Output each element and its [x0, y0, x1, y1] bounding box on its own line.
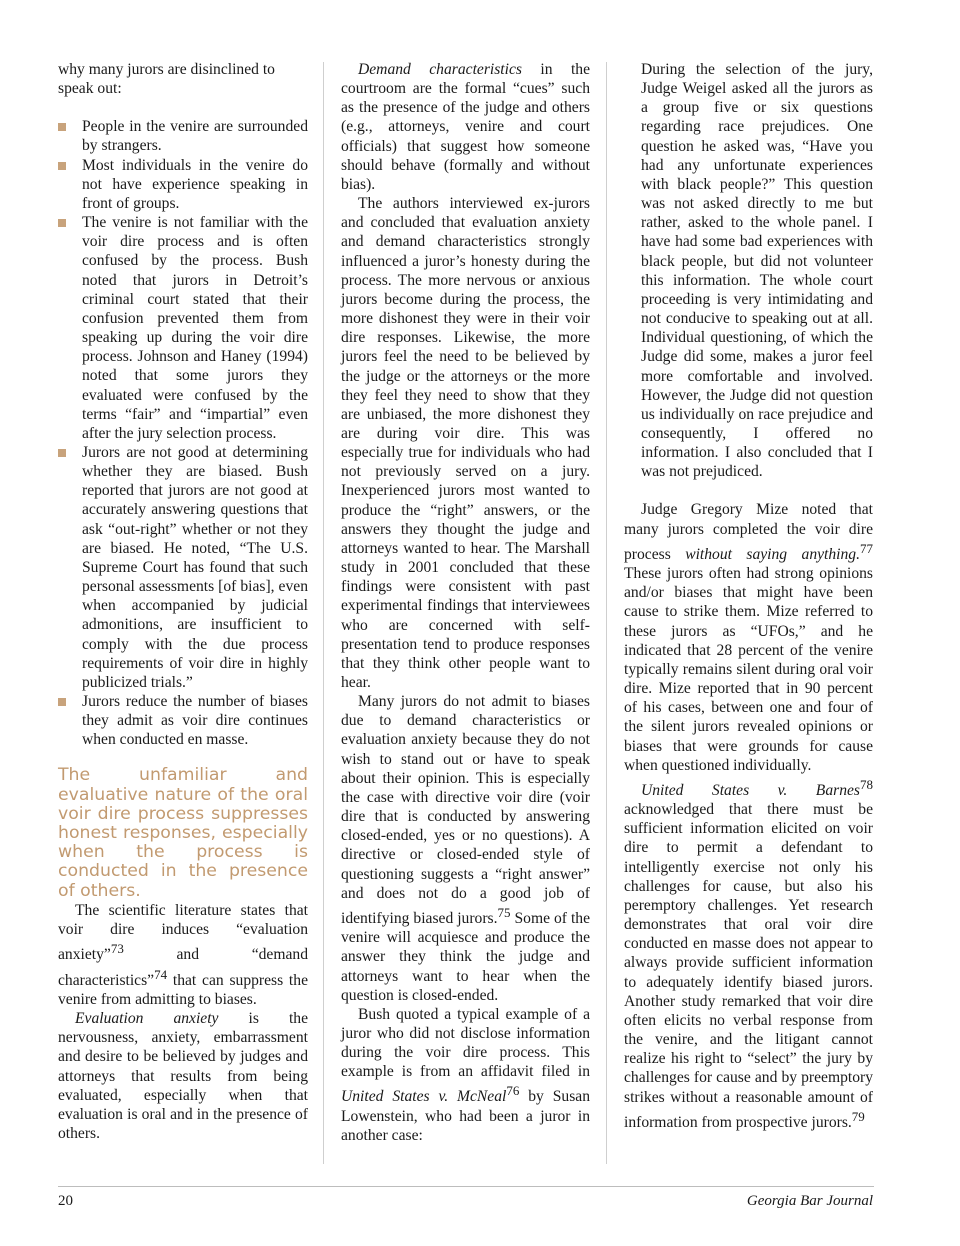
column-divider-2: [606, 62, 607, 1164]
column-2: [341, 60, 590, 1145]
footnote-ref: 73: [110, 941, 124, 957]
footnote-ref: 75: [497, 904, 511, 920]
footer-divider: [58, 1186, 874, 1187]
paragraph-ex-jurors: The authors interviewed ex-jurors and concluded that evaluation anxiety and demand characteristics strongly influenced a juror’s honesty during the process. The more nervous or anxious jurors become during the process, the more dishonest they were in their voir dire responses. Likewise, the more jurors feel the need to be believed by the judge or the attorneys or the more they feel they need to show that they are unbiased, the more dishonest they are during voir dire. This was especially true for individuals who had not previously served on a jury. Inexperienced jurors most wanted to produce the “right” answers, or the answers they thought the judge and attorneys wanted to hear. The Marshall study in 2001 concluded that these findings were consistent with past experimental findings that interviewees who are concerned with self-presentation tend to produce responses that they think other people want to hear.: [341, 195, 590, 691]
list-item: The venire is not familiar with the voir dire process and is often confused by the process. Bush noted that jurors in Detroit’s criminal court stated that their confusion prevented them from speaking up during the voir dire process. Johnson and Haney (1994) noted that some jurors they evaluated were confused by the terms “fair” and “impartial” even after the jury selection process.: [58, 213, 308, 443]
term-demand-characteristics: Demand characteristics: [358, 61, 522, 78]
footnote-ref: 74: [154, 966, 168, 982]
page-number: 20: [58, 1193, 73, 1209]
bullet-square-icon: [58, 123, 66, 131]
paragraph-mize: Judge Gregory Mize noted that many jurors completed the voir dire process without saying anything.$^{77}$ These jurors often had strong opinions and/or biases that might have been cause to strike them. Mize referred to these jurors as “UFOs,” and he indicated that 28 percent of the venire typically remains silent during oral voir dire. Mize reported that in 90 percent of his cases, between one and four of the silent jurors revealed opinions or biases that were grounds for cause when questioned individually.: [624, 501, 873, 774]
bullet-square-icon: [58, 162, 66, 170]
journal-title: Georgia Bar Journal: [746, 1193, 873, 1209]
bullet-list: [58, 117, 308, 749]
juror-affidavit-quote: During the selection of the jury, Judge Weigel asked all the jurors as a group five or six questions regarding race prejudices. One question he asked was, “Have you had any unfortunate experiences with black people?” This question was not asked directly to me but rather, asked to the whole panel. I have had some bad experiences with black people, but did not volunteer this information. The whole court proceeding is very intimidating and not conducive to speaking out at all. Individual questioning, of which the Judge did some, makes a juror feel more comfortable and involved. However, the Judge did not question us individually on race prejudice and consequently, I offered no information. I also concluded that I was not prejudiced.: [641, 61, 873, 481]
footnote-ref: 76: [506, 1083, 520, 1099]
paragraph-scientific-literature: The scientific literature states that voir dire induces “evaluation anxiety”$^{73}$ and “demand characteristics”$^{74}$ that can suppress the venire from admitting to biases.: [58, 901, 308, 1008]
paragraph-demand-characteristics: Demand characteristics in the courtroom are the formal “cues” such as the presence of the judge and others (e.g., attorneys, venire and court officials) that suggest how someone should behave (formally and without bias).: [341, 61, 590, 193]
paragraph-evaluation-anxiety: Evaluation anxiety is the nervousness, anxiety, embarrassment and desire to be believed by judges and attorneys that results from being evaluated, especially when that evaluation is oral and in the presence of others.: [58, 1010, 308, 1142]
case-name: United States v. McNeal: [341, 1088, 507, 1106]
footnote-ref: 78: [860, 776, 873, 792]
list-item: Jurors are not good at determining whether they are biased. Bush reported that jurors are not good at accurately answering questions that ask “out-right” whether or not they are biased. He noted, “The U.S. Supreme Court has found that such personal assessments [of bias], even when accompanied by judicial admonitions, are insufficient to comply with the due process requirements of voir dire in highly publicized trials.”: [58, 443, 308, 692]
paragraph-biases: Many jurors do not admit to biases due to demand characteristics or evaluation anxiety because they do not wish to stand out or have to speak about their opinion. This is especially the case with directive voir dire (voir dire that is conducted by answering closed-ended, yes or no questions). A directive or closed-ended style of questioning suggests a “right answer” and does not do a good job of identifying biased jurors.$^{75}$ Some of the venire will acquiesce and produce the answer they think the judge and attorneys want to hear when the question is closed-ended.: [341, 693, 590, 1004]
bullet-square-icon: [58, 449, 66, 457]
bullet-square-icon: [58, 698, 66, 706]
case-name: United States v. Barnes: [641, 782, 860, 799]
intro-paragraph: why many jurors are disinclined to speak out:: [58, 61, 275, 98]
pull-quote: The unfamiliar and evaluative nature of the oral voir dire process suppresses honest responses, especially when the process is conducted in the presence of others.: [58, 765, 308, 901]
paragraph-barnes: United States v. Barnes$^{78}$ acknowledged that there must be sufficient information elicited on voir dire to permit a defendant to intelligently exercise not only his challenges for cause, but also his peremptory challenges. Yet research demonstrates that oral voir dire conducted en masse does not appear to always provide sufficient information to adequately identify biased jurors. Another study remarked that voir dire often elicits no verbal response from the venire, and the litigant cannot realize his right to “select” the jury by challenges for cause and by preemptory strikes without a reasonable amount of information from prospective jurors.$^{79}$: [624, 776, 873, 1131]
list-item: Most individuals in the venire do not have experience speaking in front of groups.: [58, 156, 308, 213]
list-item: Jurors reduce the number of biases they admit as voir dire continues when conducted en masse.: [58, 692, 308, 749]
list-item: People in the venire are surrounded by strangers.: [58, 117, 308, 155]
paragraph-bush-example: Bush quoted a typical example of a juror who did not disclose information during the voir dire process. This example is from an affidavit filed in United States v. McNeal$^{76}$ by Susan Lowenstein, who had been a juror in another case:: [341, 1005, 590, 1144]
column-divider-1: [323, 62, 324, 1164]
footnote-ref: 77: [860, 540, 873, 556]
bullet-square-icon: [58, 219, 66, 227]
emphasis: without saying anything.: [685, 545, 860, 563]
term-evaluation-anxiety: Evaluation anxiety: [75, 1010, 219, 1028]
column-3: [624, 60, 873, 1132]
footnote-ref: 79: [851, 1108, 865, 1124]
column-1: [58, 60, 308, 1143]
